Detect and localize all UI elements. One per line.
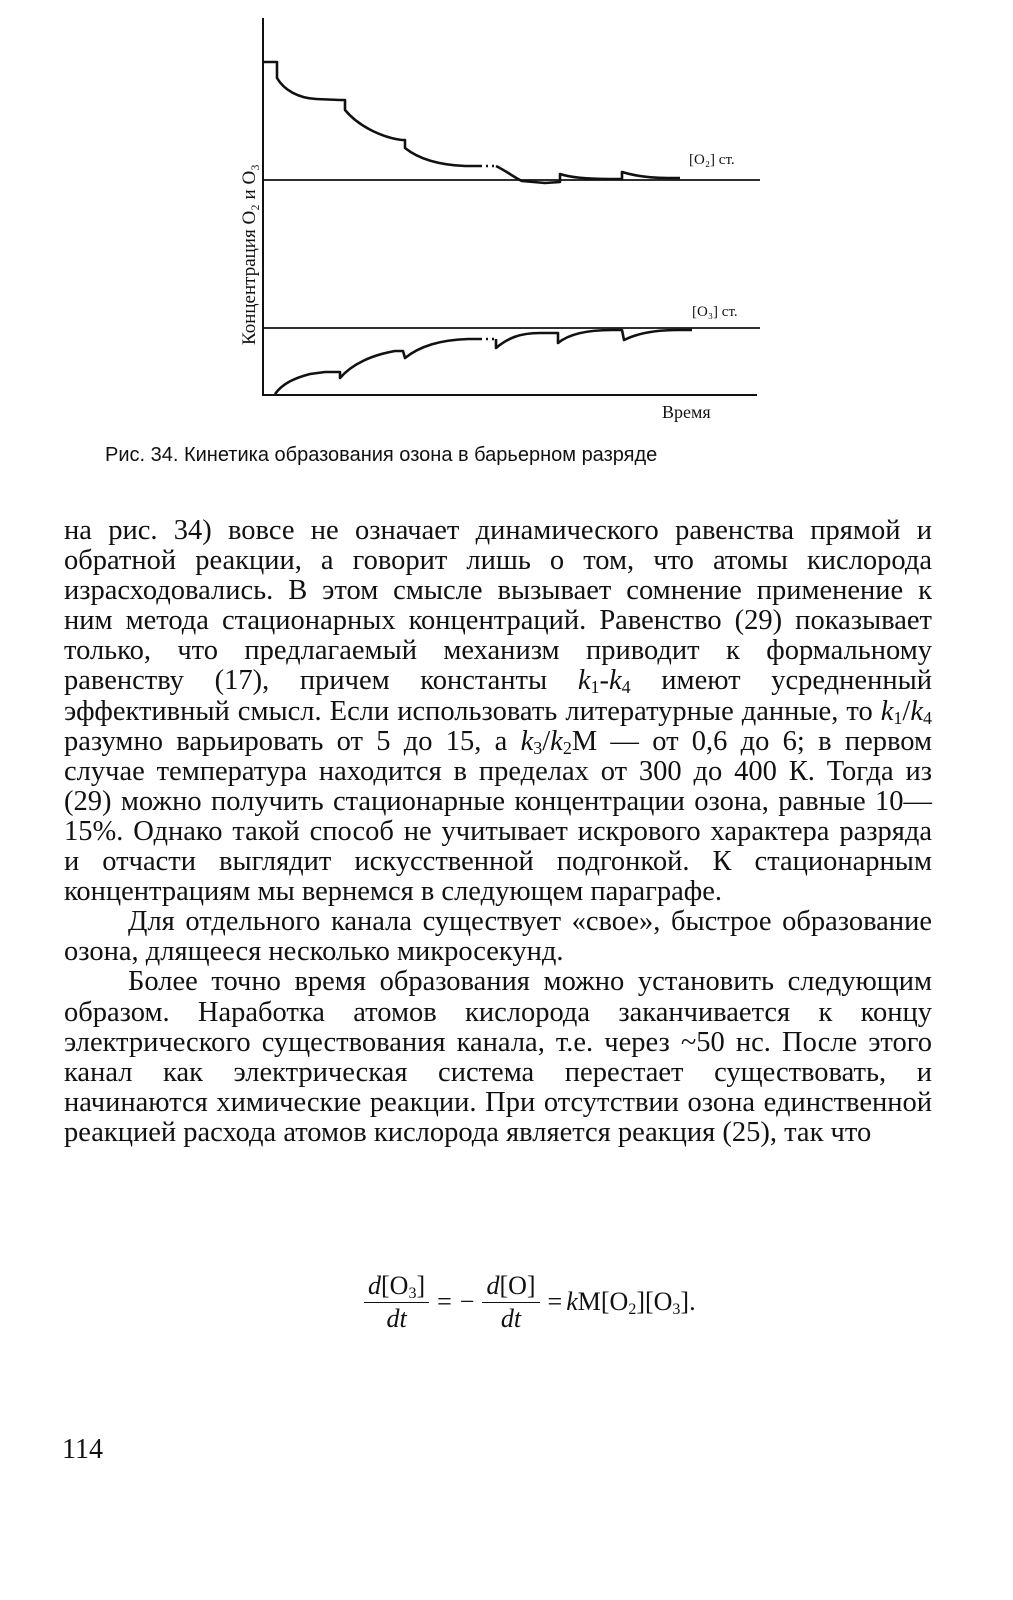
- text-run: /: [542, 725, 551, 757]
- text-run: имеют усредненный эффективный смысл. Если использовать литературные данные, то: [64, 665, 932, 727]
- kinetic-equation: $\frac{d[O_3]}{dt}$ = − $\frac{d[O]}{dt}$ = $kM[O_2][O_3]$.: [360, 1262, 696, 1342]
- paragraph-2: [64, 907, 932, 967]
- text-run: Для отдельного канала существует «свое», быстрое образование озона, длящееся несколько микросекунд.: [64, 906, 932, 968]
- text-run: Более точно время образования можно установить следующим образом. Наработка атомов кислорода заканчивается к концу электрического существования канала, т.е. через ~50 нс. После этого канал как электрическая система перестает существовать, и начинаются химические реакции. При отсутствии озона единственной реакцией расхода атомов кислорода является реакция (25), так что: [64, 966, 932, 1148]
- text-run: k: [577, 665, 591, 697]
- paragraph-1: [64, 516, 932, 907]
- figure-caption: Рис. 34. Кинетика образования озона в барьерном разряде: [105, 444, 658, 466]
- text-run: k: [880, 695, 894, 727]
- o3-curve-tail: [496, 330, 692, 348]
- kinetics-chart: [0, 0, 1013, 480]
- text-run: 3: [533, 737, 543, 758]
- o2-curve: [263, 62, 480, 166]
- y-axis-label: Концентрация O₂ и O₃: [239, 164, 260, 345]
- text-run: /: [902, 695, 911, 727]
- page-number: 114: [62, 1434, 103, 1465]
- fraction-dO-dt: $\frac{d[O]}{dt}$: [482, 1270, 539, 1335]
- x-axis-label: Время: [662, 402, 711, 422]
- text-run: k: [520, 725, 534, 757]
- fraction-dO3-dt: $\frac{d[O_3]}{dt}$: [364, 1270, 429, 1335]
- rate-expression: $kM[O_2][O_3]$.: [566, 1287, 696, 1318]
- text-run: 1: [590, 677, 600, 698]
- text-run: k: [608, 665, 622, 697]
- text-run: 4: [923, 707, 932, 728]
- text-run: k: [550, 725, 563, 757]
- text-run: на рис. 34) вовсе не означает динамического равенства прямой и обратной реакции, а говорит лишь о том, что атомы кислорода израсходовались. В этом смысле вызывает сомнение применение к ним метода стационарных концентраций. Равенство (29) показывает только, что предлагаемый механизм приводит к формальному равенству (17), причем константы: [64, 515, 932, 697]
- body-text: [64, 516, 932, 1148]
- text-run: -: [599, 665, 609, 697]
- text-run: 1: [893, 707, 903, 728]
- text-run: 4: [621, 677, 631, 698]
- o3-curve: [275, 339, 480, 394]
- text-run: k: [910, 695, 923, 727]
- o3-stationary-label: [O₃] ст.: [692, 304, 738, 320]
- text-run: М — от 0,6 до 6; в первом случае температура находится в пределах от 300 до 400 К. Тогда из (29) можно получить стационарные концентрации озона, равные 10—15%. Однако такой способ не учитывает искрового характера разряда и отчасти выглядит искусственной подгонкой. К стационарным концентрациям мы вернемся в следующем параграфе.: [64, 725, 932, 908]
- o2-stationary-label: [O₂] ст.: [689, 152, 735, 168]
- figure: [0, 0, 1013, 480]
- text-run: 2: [562, 737, 572, 758]
- paragraph-3: [64, 967, 932, 1148]
- text-run: разумно варьировать от 5 до 15, а: [64, 725, 521, 757]
